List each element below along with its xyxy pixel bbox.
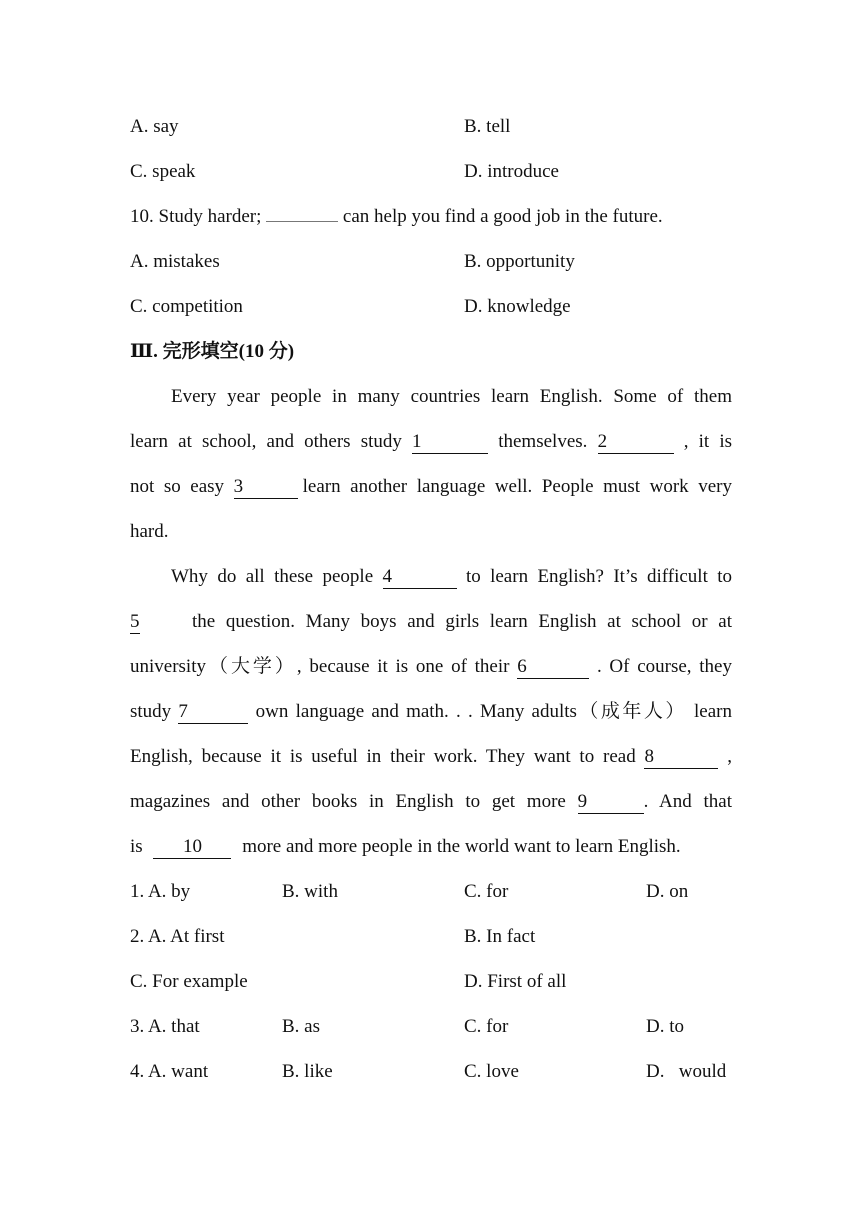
passage-line xyxy=(130,652,732,682)
cloze-blank-7: 7 xyxy=(178,701,248,724)
option-d: D. would xyxy=(646,1061,727,1082)
q9-option-a: A. say xyxy=(130,116,179,137)
option-c: C. for xyxy=(464,881,509,902)
q10-prefix: 10. Study harder; xyxy=(130,206,267,227)
cloze-blank-9: 9 xyxy=(578,791,644,814)
q9-options-row-2 xyxy=(130,157,732,187)
passage-text: Why do all these people xyxy=(171,566,374,587)
passage-text: learn another language well. People must work very xyxy=(302,476,732,497)
q10-option-c: C. competition xyxy=(130,296,243,317)
passage-line xyxy=(130,427,732,457)
cloze-blank-8: 8 xyxy=(644,746,718,769)
cloze-options-q2-row-2 xyxy=(130,967,732,997)
passage-text: more and more people in the world want to learn English. xyxy=(242,836,681,857)
passage-line xyxy=(130,472,732,502)
option-a: 1. A. by xyxy=(130,881,191,902)
cloze-options-q1 xyxy=(130,877,732,907)
cloze-blank-3: 3 xyxy=(234,476,298,499)
q10-option-b: B. opportunity xyxy=(464,251,575,272)
cloze-options-q4 xyxy=(130,1057,732,1087)
passage-text: , xyxy=(727,746,732,767)
cloze-blank-1: 1 xyxy=(412,431,488,454)
passage-text: own language and math. . . Many adults（成年人） learn xyxy=(255,701,732,722)
section-heading: Ⅲ. 完形填空(10 分) xyxy=(130,341,295,362)
option-d: D. to xyxy=(646,1016,684,1037)
passage-text: magazines and other books in English to get more xyxy=(130,791,566,812)
q10-options-row-2 xyxy=(130,292,732,322)
option-a: 3. A. that xyxy=(130,1016,200,1037)
cloze-blank-6: 6 xyxy=(517,656,589,679)
passage-text: not so easy xyxy=(130,476,225,497)
q9-option-c: C. speak xyxy=(130,161,196,182)
option-b: B. In fact xyxy=(464,926,536,947)
q9-option-b: B. tell xyxy=(464,116,511,137)
option-c: C. For example xyxy=(130,971,248,992)
question-10 xyxy=(130,202,732,232)
option-b: B. with xyxy=(282,881,338,902)
q10-blank xyxy=(266,221,338,222)
cloze-blank-10: 10 xyxy=(153,836,231,859)
passage-line: hard. xyxy=(130,521,169,542)
passage-line xyxy=(130,742,732,772)
cloze-blank-4: 4 xyxy=(383,566,457,589)
passage-text: study xyxy=(130,701,172,722)
passage-line: Every year people in many countries learn English. Some of them xyxy=(171,386,732,407)
cloze-options-q2-row-1 xyxy=(130,922,732,952)
q9-options-row-1 xyxy=(130,112,732,142)
q10-options-row-1 xyxy=(130,247,732,277)
q10-suffix: can help you find a good job in the future. xyxy=(338,206,663,227)
passage-line xyxy=(130,832,732,862)
option-d: D. First of all xyxy=(464,971,567,992)
passage-line xyxy=(130,787,732,817)
passage-text: learn at school, and others study xyxy=(130,431,402,452)
option-c: C. love xyxy=(464,1061,519,1082)
passage-text: . And that xyxy=(643,791,733,812)
q10-option-a: A. mistakes xyxy=(130,251,220,272)
q9-option-d: D. introduce xyxy=(464,161,559,182)
passage-text: themselves. xyxy=(498,431,588,452)
passage-text: to learn English? It’s difficult to xyxy=(465,566,733,587)
passage-line xyxy=(130,607,732,637)
cloze-options-q3 xyxy=(130,1012,732,1042)
passage-text: . Of course, they xyxy=(596,656,732,677)
option-c: C. for xyxy=(464,1016,509,1037)
option-b: B. as xyxy=(282,1016,320,1037)
passage-text: English, because it is useful in their work. They want to read xyxy=(130,746,636,767)
passage-text: the question. Many boys and girls learn English at school or at xyxy=(192,611,732,632)
passage-text: , it is xyxy=(683,431,733,452)
cloze-blank-2: 2 xyxy=(598,431,674,454)
cloze-blank-5: 5 xyxy=(130,611,140,632)
option-b: B. like xyxy=(282,1061,333,1082)
passage-text: is xyxy=(130,836,143,857)
passage-line xyxy=(130,697,732,727)
passage-line xyxy=(130,562,732,592)
q10-option-d: D. knowledge xyxy=(464,296,571,317)
option-d: D. on xyxy=(646,881,689,902)
option-a: 2. A. At first xyxy=(130,926,225,947)
option-a: 4. A. want xyxy=(130,1061,209,1082)
passage-text: university（大学）, because it is one of their xyxy=(130,656,510,677)
